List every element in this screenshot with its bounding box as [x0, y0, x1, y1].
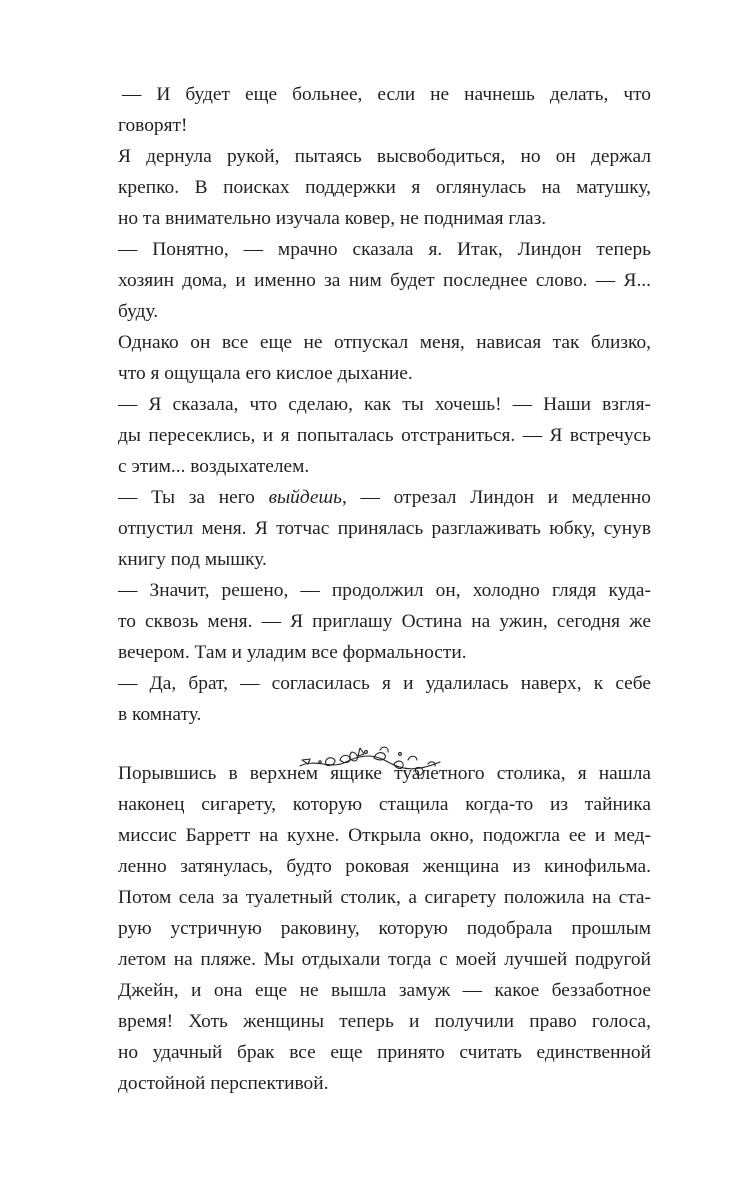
- italic-word: выйдешь: [268, 487, 342, 508]
- text-line: Джейн, и она еще не вышла замуж — какое беззаботное: [118, 980, 651, 1001]
- text-line: вечером. Там и уладим все формальности.: [118, 642, 467, 663]
- text-line: отпустил меня. Я тотчас принялась разглаживать юбку, сунув: [118, 518, 651, 539]
- text-line: — Да, брат, — согласилась я и удалилась наверх, к себе: [118, 673, 651, 694]
- text-line: [118, 486, 651, 510]
- text-line: в комнату.: [118, 704, 202, 725]
- text-line: то сквозь меня. — Я приглашу Остина на ужин, сегодня же: [118, 611, 651, 632]
- text-line: достойной перспективой.: [118, 1073, 329, 1094]
- text-line: — И будет еще больнее, если не начнешь делать, что: [122, 84, 651, 105]
- text-segment: — Ты за него: [118, 487, 269, 508]
- text-line: ды пересеклись, и я попыталась отстраниться. — Я встречусь: [118, 425, 651, 446]
- text-line: что я ощущала его кислое дыхание.: [118, 363, 413, 384]
- text-line: книгу под мышку.: [118, 549, 267, 570]
- text-line: с этим... воздыхателем.: [118, 456, 310, 477]
- text-line: рую устричную раковину, которую подобрала прошлым: [118, 918, 651, 939]
- text-line: летом на пляже. Мы отдыхали тогда с моей лучшей подругой: [118, 949, 651, 970]
- text-line: — Я сказала, что сделаю, как ты хочешь! — Наши взгля-: [118, 394, 651, 415]
- text-line: но удачный брак все еще принято считать единственной: [118, 1042, 651, 1063]
- text-line: но та внимательно изучала ковер, не поднимая глаз.: [118, 208, 547, 229]
- text-line: наконец сигарету, которую стащила когда-то из тайника: [118, 794, 651, 815]
- text-line: — Значит, решено, — продолжил он, холодно глядя куда-: [118, 580, 651, 601]
- text-line: хозяин дома, и именно за ним будет последнее слово. — Я...: [118, 270, 651, 291]
- text-line: Однако он все еще не отпускал меня, нависая так близко,: [118, 332, 651, 353]
- text-line: буду.: [118, 301, 159, 322]
- text-line: — Понятно, — мрачно сказала я. Итак, Линдон теперь: [118, 239, 651, 260]
- text-line: миссис Барретт на кухне. Открыла окно, подожгла ее и мед-: [118, 825, 651, 846]
- text-line: время! Хоть женщины теперь и получили право голоса,: [118, 1011, 651, 1032]
- text-line: Я дернула рукой, пытаясь высвободиться, но он держал: [118, 146, 651, 167]
- text-line: Порывшись в верхнем ящике туалетного столика, я нашла: [118, 763, 651, 784]
- text-line: Потом села за туалетный столик, а сигарету положила на ста-: [118, 887, 651, 908]
- text-line: ленно затянулась, будто роковая женщина из кинофильма.: [118, 856, 651, 877]
- text-segment: , — отрезал Линдон и медленно: [341, 487, 651, 508]
- text-line: говорят!: [118, 115, 188, 136]
- text-line: крепко. В поисках поддержки я оглянулась на матушку,: [118, 177, 651, 198]
